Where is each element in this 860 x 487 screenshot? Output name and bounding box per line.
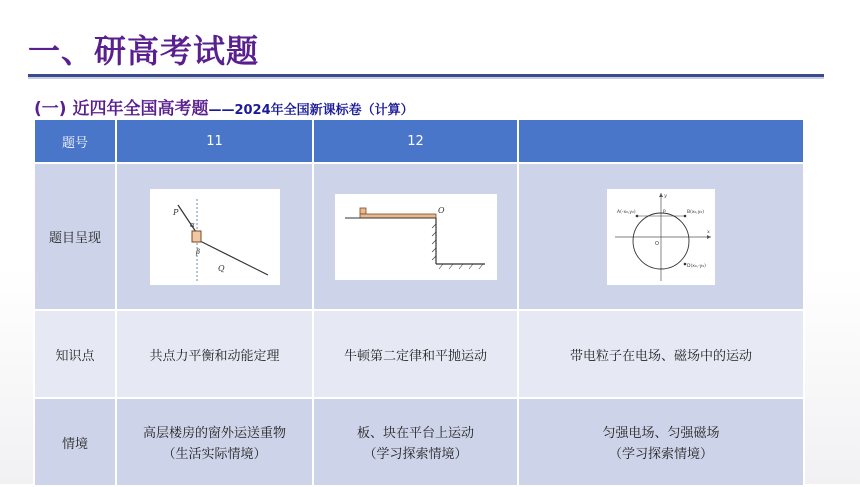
figure-label-q: Q [217,263,225,273]
figure-field-circle [607,189,715,285]
figure-label-alpha: α [189,220,195,229]
table-row-figures [34,163,804,310]
knowledge-cell-13: 带电粒子在电场、磁场中的运动 [518,310,804,398]
subtitle-exam-label: ——2024年全国新课标卷（计算） [208,103,414,118]
situation-cell-11 [116,398,313,486]
knowledge-cell-12: 牛顿第二定律和平抛运动 [313,310,518,398]
figure-cell-11 [116,163,313,310]
figure-label-d: D(x₀,-y₀) [687,263,706,269]
table-row-knowledge [34,310,804,398]
situation-12-type: （学习探索情境） [363,447,468,462]
situation-13-type: （学习探索情境） [608,447,713,462]
situation-13-text: 匀强电场、匀强磁场 [602,426,720,441]
row-label-figure: 题目呈现 [34,163,116,310]
figure-label-b: B(x₀,y₀) [687,209,704,215]
row-label-situation: 情境 [34,398,116,486]
figure-cell-13 [518,163,804,310]
figure-incline-pulley [150,189,280,285]
table-row-situation [34,398,804,486]
page-title: 一、研高考试题 [28,32,260,70]
situation-11-type: （生活实际情境） [162,447,267,462]
table-header-row [34,119,804,163]
figure-label-p: P [172,207,178,217]
figure-label-a: A(-x₀,y₀) [617,209,636,215]
situation-12-text: 板、块在平台上运动 [356,426,474,441]
header-question-13 [518,119,804,163]
figure-cell-12 [313,163,518,310]
header-question-12: 12 [313,119,518,163]
subtitle-section-label: (一) 近四年全国高考题 [34,99,209,119]
header-label-cell: 题号 [34,119,116,163]
figure-platform-block [335,194,497,280]
exam-question-table [33,118,805,487]
figure-label-beta: β [195,247,200,256]
knowledge-cell-11: 共点力平衡和动能定理 [116,310,313,398]
situation-11-text: 高层楼房的窗外运送重物 [142,426,286,441]
situation-cell-13 [518,398,804,486]
title-divider-shadow [28,77,824,79]
header-question-11: 11 [116,119,313,163]
figure-label-origin: O [655,240,659,247]
row-label-knowledge: 知识点 [34,310,116,398]
figure-label-y: y [664,192,667,199]
figure-label-p3: P [663,209,666,215]
figure-label-o: O [437,205,445,215]
situation-cell-12 [313,398,518,486]
section-subtitle [34,94,414,119]
figure-label-x: x [707,228,710,235]
